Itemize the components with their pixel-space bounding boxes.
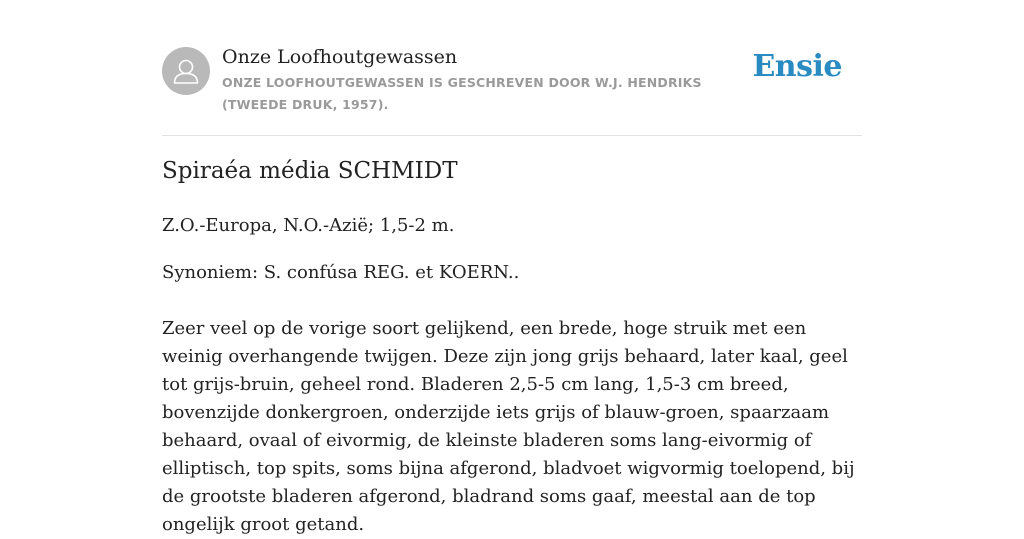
entry-title: Spiraéa média SCHMIDT — [162, 158, 458, 184]
book-subtitle: ONZE LOOFHOUTGEWASSEN IS GESCHREVEN DOOR W.J. HENDRIKS (TWEEDE DRUK, 1957). — [222, 75, 702, 112]
entry-synonyms: Synoniem: S. confúsa REG. et KOERN.. — [162, 262, 520, 283]
entry-origin: Z.O.-Europa, N.O.-Azië; 1,5-2 m. — [162, 215, 455, 236]
ensie-logo-link[interactable]: Ensie — [752, 49, 842, 84]
book-title-link[interactable]: Onze Loofhoutgewassen — [222, 46, 458, 68]
entry-description: Zeer veel op de vorige soort gelijkend, een brede, hoge struik met een weinig overhangende twijgen. Deze zijn jong grijs behaard, later kaal, geel tot grijs-bruin, geheel rond. Bladeren 2,5-5 cm lang, 1,5-3 cm breed, bovenzijde donkergroen, onderzijde iets grijs of blauw-groen, spaarzaam behaard, ovaal of eivormig, de kleinste bladeren soms lang-eivormig of elliptisch, top spits, soms bijna afgerond, bladvoet wigvormig toelopend, bij de grootste bladeren afgerond, bladrand soms gaaf, meestal aan de top ongelijk groot getand. — [162, 318, 855, 535]
book-header — [162, 40, 862, 136]
user-avatar-icon[interactable] — [162, 47, 210, 95]
